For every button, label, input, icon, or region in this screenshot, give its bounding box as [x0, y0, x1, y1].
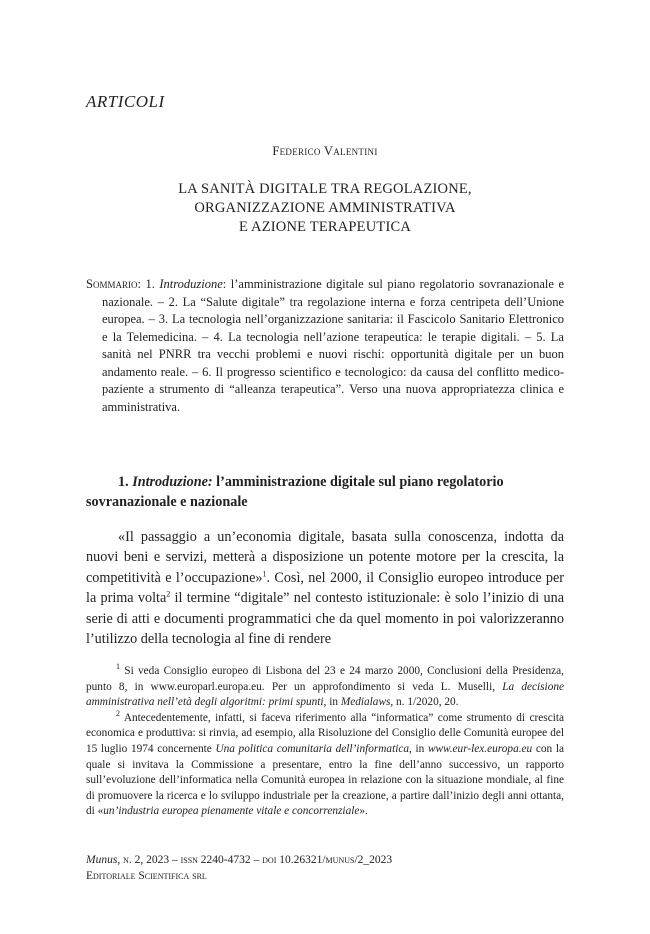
summary-text: Introduzione: [159, 277, 223, 291]
footnote-italic: Una politica comunitaria dell’informatica: [215, 742, 410, 755]
footnote-italic: un’industria europea pienamente vitale e concorrenziale: [103, 805, 360, 818]
footnote-italic: La decisione amministrativa nell’età degli algoritmi: primi spunti: [86, 680, 564, 709]
footnote-number: 1: [116, 662, 120, 672]
footnote-italic: www.eur-lex.europa.eu: [427, 742, 533, 755]
summary-text: : l’amministrazione digitale sul piano regolatorio sovranazionale e nazionale. – 2. La “Salute digitale” tra regolazione interna e forza centripeta dell’Unione europea. – 3. La tecnologia nell’organizzazione sanitaria: il Fascicolo Sanitario Elettronico e la Telemedicina. – 4. La tecnologia nell’azione terapeutica: le terapie digitali. – 5. La sanità nel PNRR tra vecchi problemi e nuovi rischi: opportunità digitale per un buon andamento reale. – 6. Il progresso scientifico e tecnologico: da causa del conflitto medico-paziente a strumento di “alleanza terapeutica”. Verso una nuova appropriatezza clinica e amministrativa.: [102, 277, 564, 414]
publisher: Editoriale Scientifica srl: [86, 870, 207, 882]
journal-details: , n. 2, 2023 – issn 2240-4732 – doi 10.26321/munus/2_2023: [117, 854, 393, 866]
footnote-text: , n. 1/2020, 20.: [390, 696, 459, 709]
summary-label: Sommario:: [86, 277, 141, 291]
section-label: ARTICOLI: [86, 92, 165, 111]
footnote-text: con la quale si invitava la Commissione a presentare, entro la fine dell’anno successivo, un rapporto sull’evoluzione dell’informatica nella Comunità europea in relazione con la situazione mondiale, al fine di promuovere la ricerca e lo sviluppo industriale per la creazione, a partire dall’inizio degli anni ottanta, di «: [86, 742, 564, 818]
footnote-text: ».: [359, 805, 368, 818]
article-title: [86, 180, 564, 237]
section-heading: [86, 473, 564, 512]
journal-name: Munus: [86, 854, 118, 866]
footnote-text: , in: [409, 742, 428, 755]
body-text: «Il passaggio a un’economia digitale, basata sulla conoscenza, indotta da nuovi beni e servizi, metterà a disposizione un potente motore per la crescita, la competitività e l’occupazione»: [86, 529, 564, 586]
body-paragraph: [86, 527, 564, 649]
footnote-text: , in: [323, 696, 341, 709]
footnote-ref: 2: [166, 589, 171, 599]
footnote-number: 2: [116, 709, 120, 719]
footnote-text: Si veda Consiglio europeo di Lisbona del 23 e 24 marzo 2000, Conclusioni della Presidenza, punto 8, in www.europarl.europa.eu. Per un approfondimento si veda L. Muselli,: [86, 665, 564, 693]
heading-text: l’amministrazione digitale sul piano regolatorio sovranazionale e nazionale: [86, 474, 504, 510]
title-line: ORGANIZZAZIONE AMMINISTRATIVA: [194, 200, 456, 216]
footnote-text: Antecedentemente, infatti, si faceva riferimento alla “informatica” come strumento di crescita economica e produttiva: si rinvia, ad esempio, alla Risoluzione del Consiglio delle Comunità europee del 15 luglio 1974 concernente: [86, 711, 564, 755]
body-text: . Così, nel 2000, il Consiglio europeo introduce per la prima volta: [86, 569, 564, 607]
body-text: il termine “digitale” nel contesto istituzionale: è solo l’inizio di una serie di atti e documenti programmatici che da quel momento in poi valorizzeranno l’utilizzo della tecnologia al fine di rendere: [86, 590, 565, 648]
footnote-ref: 1: [262, 569, 267, 579]
author-name: Federico Valentini: [272, 144, 378, 158]
summary: [86, 276, 564, 416]
heading-number: 1.: [118, 474, 133, 490]
heading-italic: Introduzione:: [132, 474, 213, 490]
footnote: [86, 711, 564, 820]
summary-text: 1.: [140, 277, 160, 291]
title-line: LA SANITÀ DIGITALE TRA REGOLAZIONE,: [178, 181, 472, 197]
page-footer: [86, 852, 564, 884]
title-line: E AZIONE TERAPEUTICA: [238, 219, 412, 235]
footnotes: [86, 664, 564, 820]
footnote-italic: Medialaws: [340, 696, 391, 709]
journal-citation: [86, 852, 564, 868]
footnote: [86, 664, 564, 711]
